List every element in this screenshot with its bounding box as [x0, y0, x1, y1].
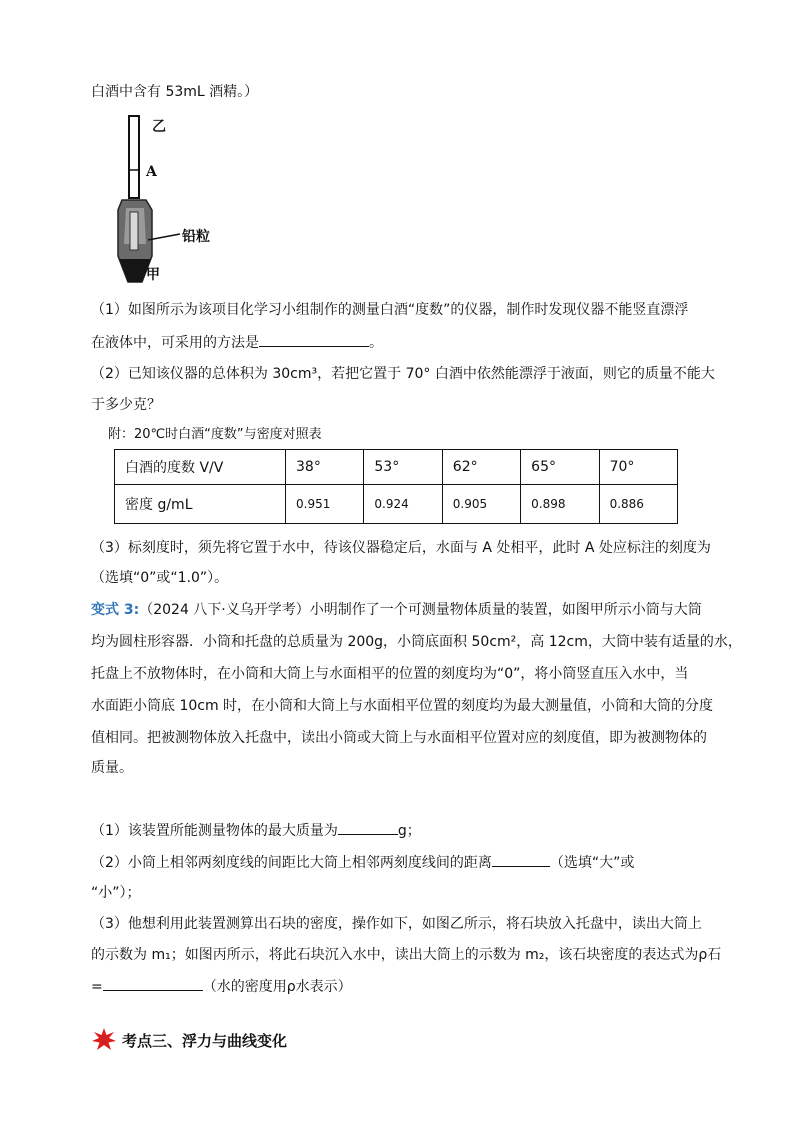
vq2-answer-blank[interactable] [492, 852, 550, 867]
table-cell: 0.905 [442, 485, 520, 524]
variant-text-line: 均为圆柱形容器．小筒和托盘的总质量为 200g，小筒底面积 50cm²，高 12cm，大筒中装有适量的水， [91, 634, 742, 650]
q2-line1: （2）已知该仪器的总体积为 30cm³，若把它置于 70° 白酒中依然能漂浮于液面，则它的质量不能大 [91, 366, 715, 382]
vq2-prefix: （2）小筒上相邻两刻度线的间距比大筒上相邻两刻度线间的距离 [91, 855, 492, 871]
table-header-cell: 62° [442, 450, 520, 485]
vq2-line1 [91, 852, 634, 873]
label-lead: 铅粒 [182, 229, 210, 245]
table-header-cell: 70° [599, 450, 677, 485]
variant-text-line: 托盘上不放物体时，在小筒和大筒上与水面相平的位置的刻度均为“0”，将小筒竖直压入水中，当 [91, 666, 689, 682]
table-cell: 密度 g/mL [115, 485, 286, 524]
vq3-line3-suffix: （水的密度用ρ水表示） [202, 979, 352, 995]
table-cell: 0.951 [286, 485, 364, 524]
density-table [114, 449, 678, 524]
intro-line: 白酒中含有 53mL 酒精。） [91, 84, 259, 100]
q1-answer-blank[interactable] [259, 332, 369, 347]
label-jia: 甲 [146, 267, 160, 283]
variant-text-line: 值相同。把被测物体放入托盘中，读出小筒或大筒上与水面相平位置对应的刻度值，即为被测物体的 [91, 730, 707, 746]
table-row [115, 485, 678, 524]
vq1-suffix: g； [397, 823, 421, 839]
table-header-row [115, 450, 678, 485]
variant-line1 [91, 600, 702, 620]
label-a: A [146, 164, 157, 180]
variant-text-line: 水面距小筒底 10cm 时，在小筒和大筒上与水面相平位置的刻度均为最大测量值，小筒和大筒的分度 [91, 698, 714, 714]
q3-line2: （选填“0”或“1.0”）。 [91, 570, 229, 586]
vq2-suffix: （选填“大”或 [549, 855, 635, 871]
table-header-cell: 53° [364, 450, 442, 485]
table-header-cell: 38° [286, 450, 364, 485]
vq1-prefix: （1）该装置所能测量物体的最大质量为 [91, 823, 338, 839]
vq3-line3-prefix: = [91, 979, 103, 995]
q1-line1: （1）如图所示为该项目化学习小组制作的测量白酒“度数”的仪器，制作时发现仪器不能竖直漂浮 [91, 302, 689, 318]
table-caption: 附：20℃时白酒“度数”与密度对照表 [108, 427, 322, 442]
q1-line2-suffix: 。 [369, 335, 383, 351]
q1-line2-prefix: 在液体中，可采用的方法是 [91, 335, 259, 351]
q3-line1: （3）标刻度时，须先将它置于水中，待该仪器稳定后，水面与 A 处相平，此时 A 处应标注的刻度为 [91, 540, 711, 556]
star-burst-icon [92, 1028, 116, 1052]
vq3-answer-blank[interactable] [103, 976, 203, 991]
table-header-cell: 白酒的度数 V/V [115, 450, 286, 485]
vq1-line [91, 820, 421, 841]
table-cell: 0.886 [599, 485, 677, 524]
vq2-line2: “小”）； [91, 885, 141, 901]
variant-text-line: 质量。 [91, 760, 133, 776]
table-cell: 0.924 [364, 485, 442, 524]
q1-line2 [91, 332, 383, 353]
vq3-line1: （3）他想利用此装置测算出石块的密度，操作如下，如图乙所示，将石块放入托盘中，读出大筒上 [91, 916, 702, 932]
hydrometer-figure [108, 114, 218, 286]
vq3-line3 [91, 976, 352, 997]
vq1-answer-blank[interactable] [338, 820, 398, 835]
variant-title: 变式 3: [91, 602, 140, 618]
table-cell: 0.898 [521, 485, 599, 524]
table-header-cell: 65° [521, 450, 599, 485]
section-heading-text: 考点三、浮力与曲线变化 [122, 1032, 288, 1050]
variant-text-line: （2024 八下·义乌开学考）小明制作了一个可测量物体质量的装置，如图甲所示小筒与大筒 [139, 602, 702, 618]
label-yi: 乙 [152, 119, 166, 135]
vq3-line2: 的示数为 m₁；如图丙所示，将此石块沉入水中，读出大筒上的示数为 m₂，该石块密度的表达式为ρ石 [91, 947, 722, 963]
q2-line2: 于多少克？ [91, 397, 161, 413]
hydrometer-drawing [108, 114, 218, 286]
